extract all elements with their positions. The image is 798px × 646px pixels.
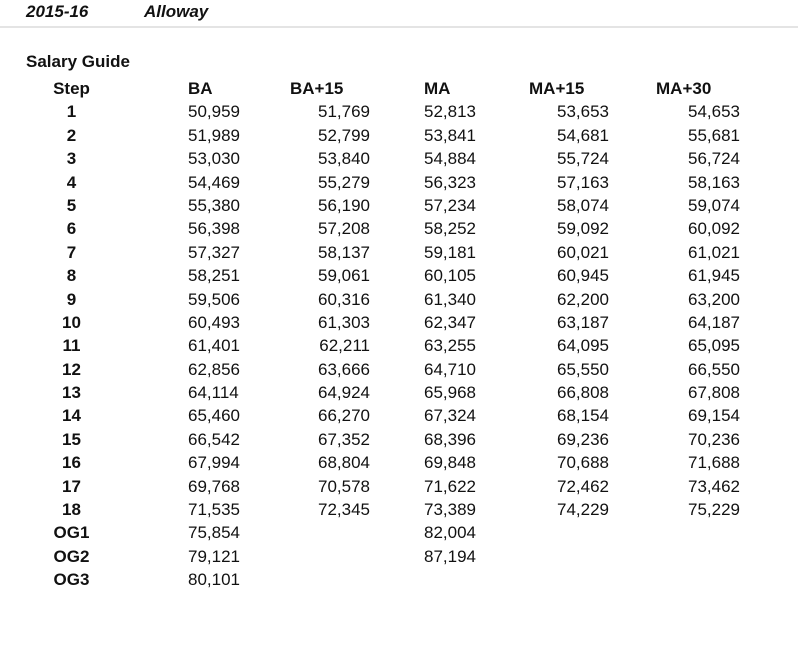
district-name: Alloway: [144, 2, 209, 21]
step-cell: 16: [62, 453, 81, 473]
ma-cell: 62,347: [424, 312, 476, 332]
ma-cell: 52,813: [424, 102, 476, 122]
ba-cell: 67,994: [188, 453, 240, 473]
ma15-cell: 70,688: [557, 453, 609, 473]
column-header-step: Step: [53, 79, 90, 98]
step-cell: 10: [62, 312, 81, 332]
ma-cell: 59,181: [424, 242, 476, 262]
ma-cell: 67,324: [424, 406, 476, 426]
column-header-ma30: MA+30: [656, 79, 712, 98]
ba15-cell: 67,352: [318, 429, 370, 449]
ma30-cell: 69,154: [688, 406, 740, 426]
ma-cell: 61,340: [424, 289, 476, 309]
ba15-cell: 59,061: [318, 266, 370, 286]
ma30-cell: 66,550: [688, 359, 740, 379]
ba15-cell: 56,190: [318, 195, 370, 215]
ma-cell: 69,848: [424, 453, 476, 473]
ba15-cell: 62,211: [319, 336, 370, 356]
ma-cell: 68,396: [424, 429, 476, 449]
ba15-cell: 57,208: [318, 219, 370, 239]
ba15-cell: 66,270: [318, 406, 370, 426]
ma-cell: 53,841: [424, 125, 476, 145]
ma15-cell: 65,550: [557, 359, 609, 379]
ma-cell: 87,194: [424, 546, 476, 566]
table-row: [0, 124, 798, 147]
ma30-cell: 75,229: [688, 500, 740, 520]
ma15-cell: 64,095: [557, 336, 609, 356]
table-row: [0, 334, 798, 357]
ba-cell: 64,114: [188, 383, 239, 403]
ma-cell: 71,622: [424, 476, 476, 496]
ma15-cell: 74,229: [557, 500, 609, 520]
column-header-ma15: MA+15: [529, 79, 585, 98]
ma30-cell: 56,724: [688, 149, 740, 169]
table-row: [0, 100, 798, 123]
ma15-cell: 63,187: [557, 312, 609, 332]
salary-table: [0, 77, 798, 592]
step-cell: 2: [66, 125, 77, 145]
table-row: [0, 217, 798, 240]
ba15-cell: 68,804: [318, 453, 370, 473]
ba-cell: 57,327: [188, 242, 240, 262]
table-row: [0, 451, 798, 474]
ba-cell: 54,469: [188, 172, 240, 192]
ba-cell: 75,854: [188, 523, 240, 543]
ba-cell: 62,856: [188, 359, 240, 379]
ma-cell: 54,884: [424, 149, 476, 169]
table-row: [0, 545, 798, 568]
ba15-cell: 58,137: [318, 242, 370, 262]
ma-cell: 56,323: [424, 172, 476, 192]
document-header: [0, 0, 798, 28]
ma30-cell: 61,945: [688, 266, 740, 286]
column-header-ba15: BA+15: [290, 79, 344, 98]
ba-cell: 71,535: [188, 500, 240, 520]
ba15-cell: 51,769: [318, 102, 370, 122]
ba15-cell: 64,924: [318, 383, 370, 403]
ma-cell: 64,710: [424, 359, 476, 379]
ma15-cell: 62,200: [557, 289, 609, 309]
ma30-cell: 65,095: [688, 336, 740, 356]
ma30-cell: 60,092: [688, 219, 740, 239]
table-row: [0, 568, 798, 591]
ma15-cell: 60,945: [557, 266, 609, 286]
ba-cell: 79,121: [188, 546, 240, 566]
step-cell: 1: [66, 102, 77, 122]
ma30-cell: 61,021: [688, 242, 740, 262]
ba-cell: 56,398: [188, 219, 240, 239]
table-row: [0, 288, 798, 311]
ma15-cell: 59,092: [557, 219, 609, 239]
ba15-cell: 55,279: [318, 172, 370, 192]
table-row: [0, 171, 798, 194]
ma15-cell: 57,163: [557, 172, 609, 192]
ba15-cell: 72,345: [318, 500, 370, 520]
ma-cell: 63,255: [424, 336, 476, 356]
ma-cell: 65,968: [424, 383, 476, 403]
ba15-cell: 61,303: [318, 312, 370, 332]
ma30-cell: 71,688: [688, 453, 740, 473]
table-row: [0, 475, 798, 498]
ba-cell: 53,030: [188, 149, 240, 169]
ba-cell: 50,959: [188, 102, 240, 122]
step-cell: 4: [66, 172, 77, 192]
ba-cell: 58,251: [188, 266, 240, 286]
table-row: [0, 241, 798, 264]
ma15-cell: 60,021: [557, 242, 609, 262]
table-row: [0, 264, 798, 287]
step-cell: 6: [66, 219, 77, 239]
ma-cell: 60,105: [424, 266, 476, 286]
ba-cell: 55,380: [188, 195, 240, 215]
ba15-cell: 60,316: [318, 289, 370, 309]
table-row: [0, 358, 798, 381]
ma30-cell: 55,681: [688, 125, 740, 145]
step-cell: 13: [62, 383, 81, 403]
step-cell: 7: [66, 242, 77, 262]
ba-cell: 80,101: [188, 570, 240, 590]
ma30-cell: 59,074: [688, 195, 740, 215]
column-header-ma: MA: [424, 79, 451, 98]
step-cell: 3: [66, 149, 77, 169]
school-year: 2015-16: [26, 2, 89, 21]
ma15-cell: 55,724: [557, 149, 609, 169]
table-header-row: [0, 77, 798, 100]
ba15-cell: 52,799: [318, 125, 370, 145]
table-row: [0, 311, 798, 334]
ma15-cell: 68,154: [557, 406, 609, 426]
step-cell: OG2: [53, 546, 90, 566]
ma30-cell: 58,163: [688, 172, 740, 192]
table-row: [0, 194, 798, 217]
table-row: [0, 498, 798, 521]
ma30-cell: 70,236: [688, 429, 740, 449]
ma30-cell: 64,187: [688, 312, 740, 332]
table-row: [0, 381, 798, 404]
ba15-cell: 53,840: [318, 149, 370, 169]
ba15-cell: 70,578: [318, 476, 370, 496]
ma15-cell: 69,236: [557, 429, 609, 449]
ba15-cell: 63,666: [318, 359, 370, 379]
ma-cell: 82,004: [424, 523, 476, 543]
ma15-cell: 53,653: [557, 102, 609, 122]
ma-cell: 57,234: [424, 195, 476, 215]
step-cell: 12: [62, 359, 81, 379]
ba-cell: 66,542: [188, 429, 240, 449]
ma30-cell: 67,808: [688, 383, 740, 403]
ba-cell: 51,989: [188, 125, 240, 145]
step-cell: 14: [62, 406, 81, 426]
ma15-cell: 54,681: [557, 125, 609, 145]
step-cell: 15: [62, 429, 81, 449]
ma15-cell: 72,462: [557, 476, 609, 496]
ba-cell: 69,768: [188, 476, 240, 496]
column-header-ba: BA: [188, 79, 213, 98]
ma15-cell: 66,808: [557, 383, 609, 403]
ma30-cell: 73,462: [688, 476, 740, 496]
ma15-cell: 58,074: [557, 195, 609, 215]
ba-cell: 59,506: [188, 289, 240, 309]
ma30-cell: 54,653: [688, 102, 740, 122]
salary-guide-title: Salary Guide: [26, 52, 130, 71]
ba-cell: 60,493: [188, 312, 240, 332]
step-cell: 17: [62, 476, 81, 496]
step-cell: 5: [66, 195, 77, 215]
table-row: [0, 404, 798, 427]
ma-cell: 58,252: [424, 219, 476, 239]
table-body: [0, 100, 798, 591]
table-row: [0, 521, 798, 544]
ba-cell: 65,460: [188, 406, 240, 426]
step-cell: 9: [66, 289, 77, 309]
step-cell: OG3: [53, 570, 90, 590]
step-cell: 8: [66, 266, 77, 286]
table-row: [0, 428, 798, 451]
step-cell: 18: [62, 500, 81, 520]
ma30-cell: 63,200: [688, 289, 740, 309]
table-row: [0, 147, 798, 170]
step-cell: OG1: [53, 523, 90, 543]
step-cell: 11: [62, 336, 81, 356]
ba-cell: 61,401: [188, 336, 240, 356]
ma-cell: 73,389: [424, 500, 476, 520]
